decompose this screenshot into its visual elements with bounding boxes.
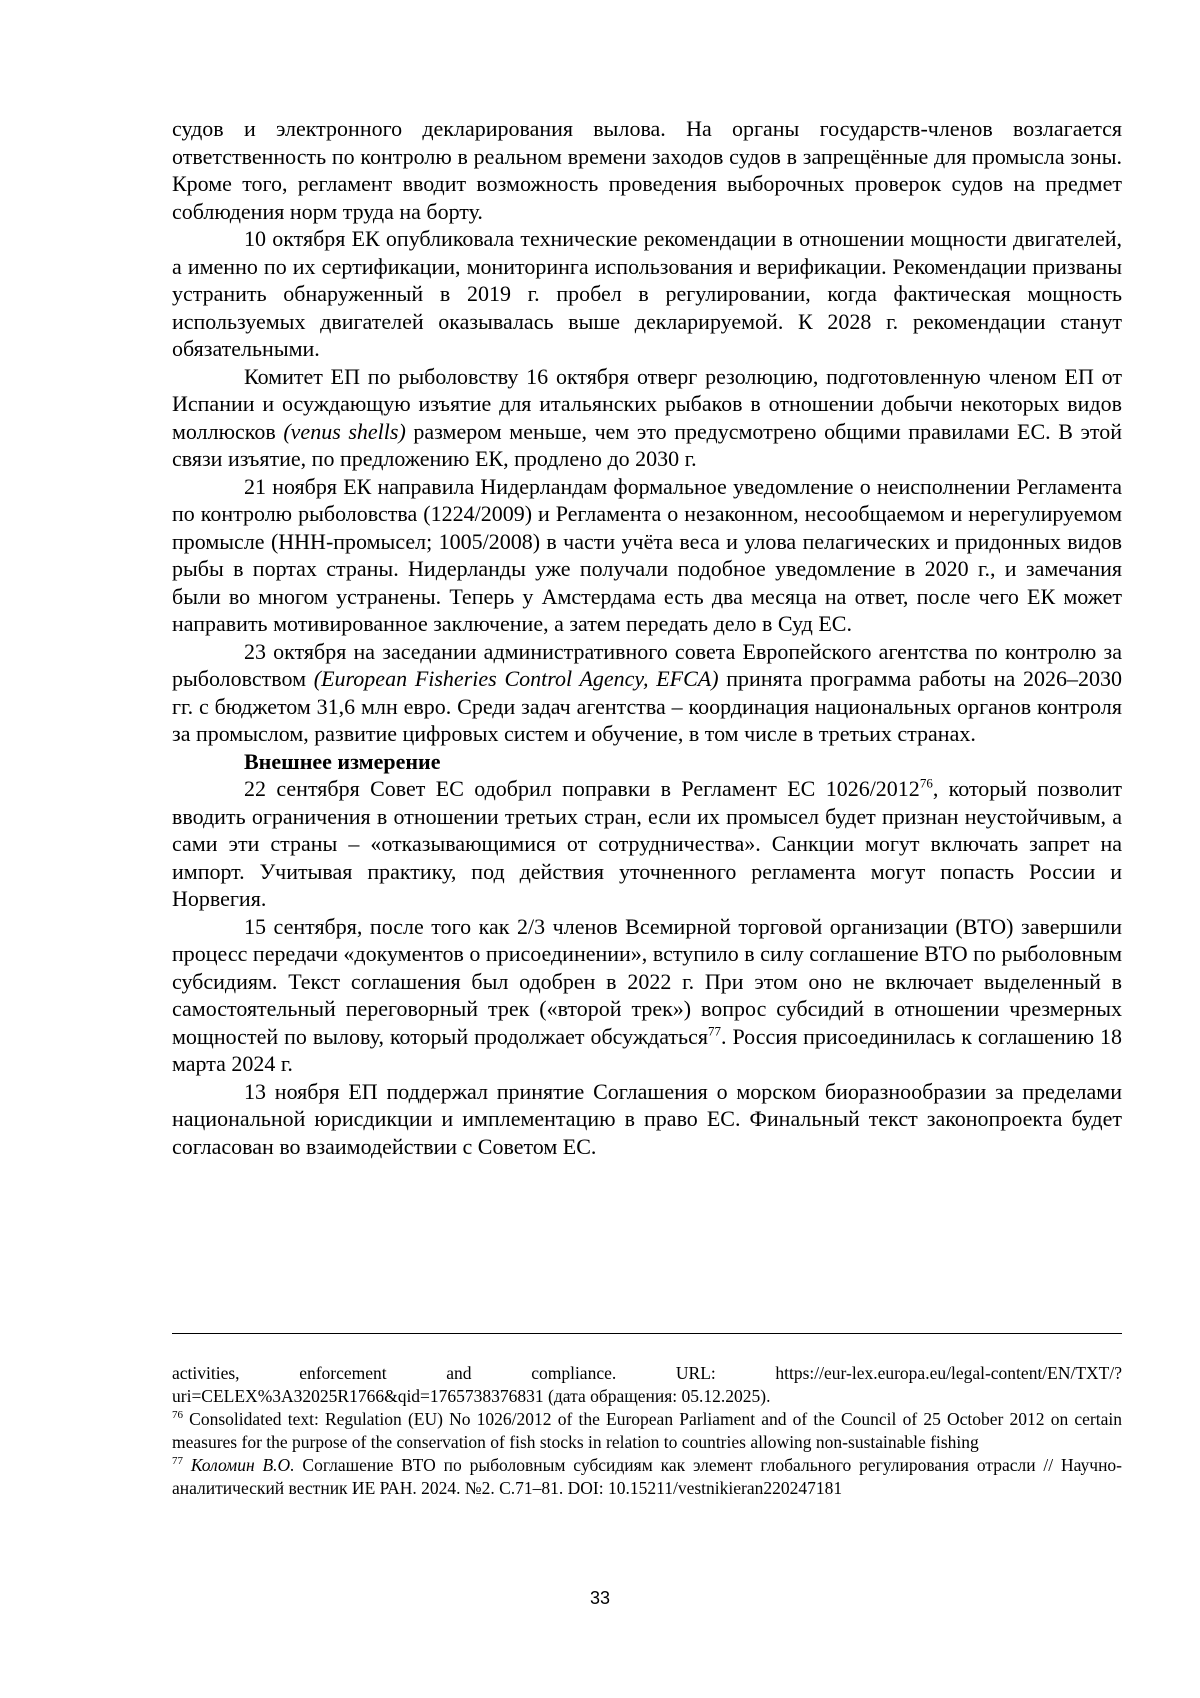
paragraph-6-text-a: 22 сентября Совет ЕС одобрил поправки в Регламент ЕС 1026/2012 [244, 776, 920, 801]
footnote-77 [172, 1454, 1122, 1500]
footnote-ref-76[interactable]: 76 [919, 775, 933, 791]
paragraph-3-text-a: Комитет ЕП по рыболовству 16 октября отверг резолюцию, подготовленную членом ЕП от Испании и осуждающую изъятие для итальянских рыбаков в отношении добычи некоторых видов моллюсков [172, 363, 1122, 444]
footnote-77-author: Коломин В.О. [183, 1455, 295, 1475]
paragraph-7-text-a: 15 сентября, после того как 2/3 членов Всемирной торговой организации (ВТО) завершили процесс передачи «документов о присоединении», вступило в силу соглашение ВТО по рыболовным субсидиям. Текст соглашения был одобрен в 2022 г. При этом оно не включает выделенный в самостоятельный переговорный трек («второй трек») вопрос субсидий в отношении чрезмерных мощностей по вылову, который продолжает обсуждаться [172, 913, 1122, 1049]
paragraph-5 [172, 638, 1122, 748]
footnote-76-text: Consolidated text: Regulation (EU) No 1026/2012 of the European Parliament and of the Council of 25 October 2012 on certain measures for the purpose of the conservation of fish stocks in relation to countries allowing non-sustainable fishing [172, 1409, 1122, 1452]
footnote-76 [172, 1408, 1122, 1454]
paragraph-6-text-b: , который позволит вводить ограничения в отношении третьих стран, если их промысел будет признан неустойчивым, а сами эти страны – «отказывающимися от сотрудничества». Санкции могут включать запрет на импорт. Учитывая практику, под действия уточненного регламента могут попасть России и Норвегия. [172, 776, 1122, 911]
footnotes [172, 1362, 1122, 1500]
paragraph-5-text-b: принята программа работы на 2026–2030 гг. с бюджетом 31,6 млн евро. Среди задач агентства – координация национальных органов контроля за промыслом, развитие цифровых систем и обучение, в том числе в третьих странах. [172, 666, 1122, 746]
page-number: 33 [589, 1588, 611, 1608]
paragraph-1: судов и электронного декларирования вылова. На органы государств-членов возлагается ответственность по контролю в реальном времени заходов судов в запрещённые для промысла зоны. Кроме того, регламент вводит возможность проведения выборочных проверок судов на предмет соблюдения норм труда на борту. [172, 116, 1122, 224]
main-text [172, 115, 1122, 1160]
paragraph-3-italic: (venus shells) [283, 418, 406, 444]
footnote-77-number: 77 [172, 1455, 183, 1468]
paragraph-6 [172, 775, 1122, 913]
footnote-ref-77[interactable]: 77 [707, 1023, 721, 1039]
paragraph-4: 21 ноября ЕК направила Нидерландам формальное уведомление о неисполнении Регламента по контролю рыболовства (1224/2009) и Регламента о незаконном, несообщаемом и нерегулируемом промысле (ННН-промысел; 1005/2008) в части учёта веса и улова пелагических и придонных видов рыбы в портах страны. Нидерланды уже получали подобное уведомление в 2020 г., и замечания были во многом устранены. Теперь у Амстердама есть два месяца на ответ, после чего ЕК может направить мотивированное заключение, а затем передать дело в Суд ЕС. [172, 473, 1122, 636]
paragraph-5-text-a: 23 октября на заседании административного совета Европейского агентства по контролю за рыболовством [172, 638, 1122, 691]
paragraph-3-text-b: размером меньше, чем это предусмотрено общими правилами ЕС. В этой связи изъятие, по предложению ЕК, продлено до 2030 г. [172, 418, 1123, 471]
paragraph-7 [172, 913, 1122, 1078]
section-heading: Внешнее измерение [244, 748, 441, 774]
footnote-separator [172, 1333, 1122, 1334]
paragraph-2: 10 октября ЕК опубликовала технические рекомендации в отношении мощности двигателей, а именно по их сертификации, мониторинга использования и верификации. Рекомендации призваны устранить обнаруженный в 2019 г. пробел в регулировании, когда фактическая мощность используемых двигателей оказывалась выше декларируемой. К 2028 г. рекомендации станут обязательными. [172, 226, 1122, 361]
paragraph-7-text-b: . Россия присоединилась к соглашению 18 марта 2024 г. [172, 1023, 1123, 1076]
paragraph-8: 13 ноября ЕП поддержал принятие Соглашения о морском биоразнообразии за пределами национальной юрисдикции и имплементацию в право ЕС. Финальный текст законопроекта будет согласован во взаимодействии с Советом ЕС. [172, 1078, 1122, 1159]
paragraph-3 [172, 363, 1122, 473]
footnote-76-number: 76 [172, 1409, 183, 1422]
footnote-77-text: Соглашение ВТО по рыболовным субсидиям как элемент глобального регулирования отрасли // Научно-аналитический вестник ИЕ РАН. 2024. №2. С.71–81. DOI: 10.15211/vestnikieran220247181 [172, 1455, 1123, 1498]
footnote-continuation: activities, enforcement and compliance. URL: https://eur-lex.europa.eu/legal-content/EN/TXT/?uri=CELEX%3A32025R1766&qid=1765738376831 (дата обращения: 05.12.2025). [172, 1363, 1122, 1406]
paragraph-5-italic: (European Fisheries Control Agency, EFCA) [313, 666, 719, 691]
